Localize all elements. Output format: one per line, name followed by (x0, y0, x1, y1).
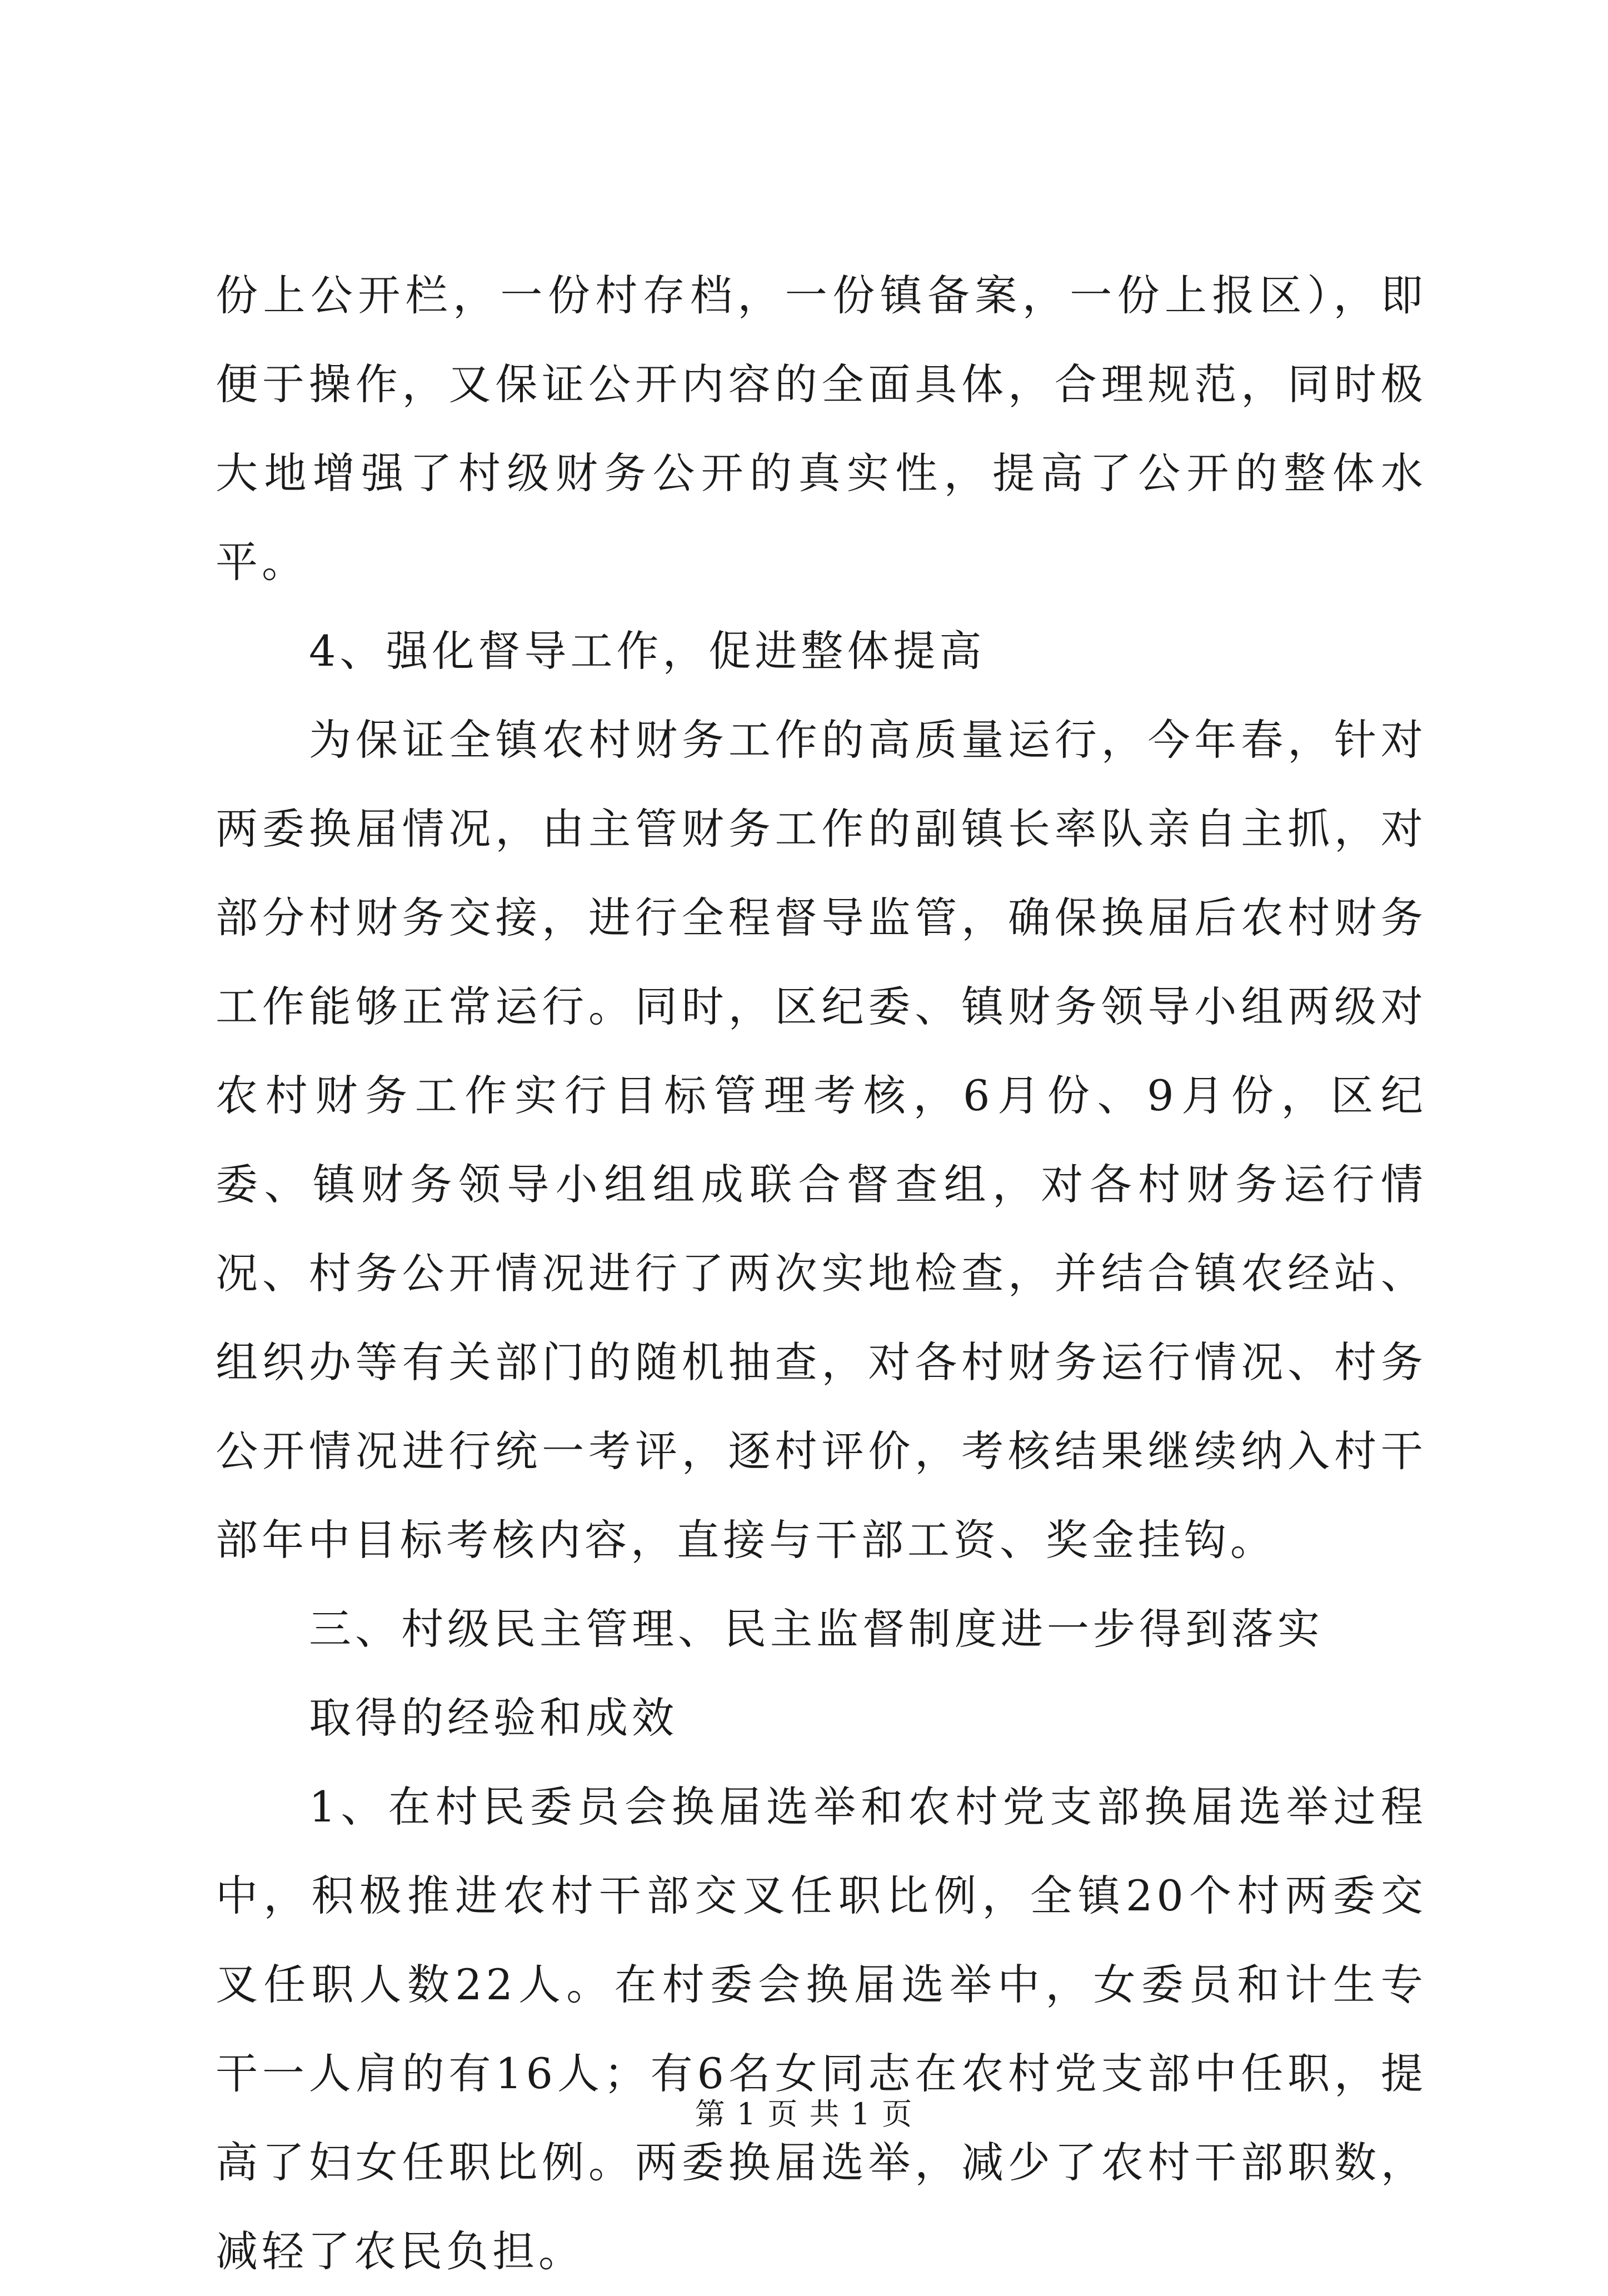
paragraph-supervision: 为保证全镇农村财务工作的高质量运行，今年春，针对两委换届情况，由主管财务工作的副镇长率队亲自主抓，对部分村财务交接，进行全程督导监管，确保换届后农村财务工作能够正常运行。同时，区纪委、镇财务领导小组两级对农村财务工作实行目标管理考核，6月份、9月份，区纪委、镇财务领导小组组成联合督查组，对各村财务运行情况、村务公开情况进行了两次实地检查，并结合镇农经站、组织办等有关部门的随机抽查，对各村财务运行情况、村务公开情况进行统一考评，逐村评价，考核结果继续纳入村干部年中目标考核内容，直接与干部工资、奖金挂钩。 (216, 715, 1427, 1565)
document-body (216, 251, 1427, 2296)
paragraph-election: 1、在村民委员会换届选举和农村党支部换届选举过程中，积极推进农村干部交叉任职比例，全镇20个村两委交叉任职人数22人。在村委会换届选举中，女委员和计生专干一人肩的有16人；有6名女同志在农村党支部中任职，提高了妇女任职比例。两委换届选举，减少了农村干部职数，减轻了农民负担。 (216, 1782, 1427, 2276)
page-footer: 第 1 页 共 1 页 (695, 2097, 913, 2132)
subsection-heading: 取得的经验和成效 (309, 1693, 678, 1743)
section-heading-3: 三、村级民主管理、民主监督制度进一步得到落实 (309, 1604, 1324, 1654)
paragraph-continuation: 份上公开栏，一份村存档，一份镇备案，一份上报区），即便于操作，又保证公开内容的全面具体，合理规范，同时极大地增强了村级财务公开的真实性，提高了公开的整体水平。 (216, 271, 1427, 587)
section-heading-4: 4、强化督导工作，促进整体提高 (309, 626, 986, 676)
